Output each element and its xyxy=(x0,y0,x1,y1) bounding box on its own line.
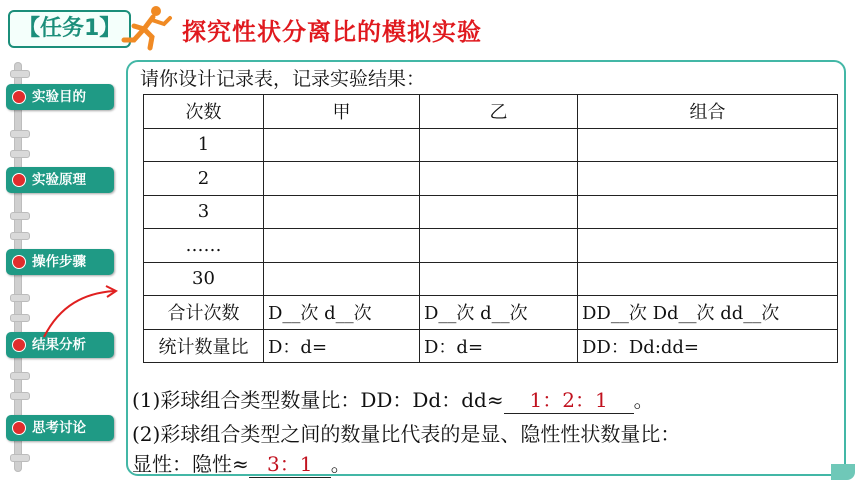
table-cell: 2 xyxy=(144,162,264,196)
table-row xyxy=(144,262,838,296)
nav-item-label: 结果分析 xyxy=(32,337,86,353)
table-row xyxy=(144,162,838,196)
table-row xyxy=(144,329,838,363)
rail-ring xyxy=(10,372,30,380)
column-header: 次数 xyxy=(144,95,264,129)
table-cell: D：d= xyxy=(264,329,420,363)
nav-item-label: 实验目的 xyxy=(32,89,86,105)
table-cell xyxy=(578,162,838,196)
column-header: 甲 xyxy=(264,95,420,129)
column-header: 组合 xyxy=(578,95,838,129)
table-row xyxy=(144,128,838,162)
table-cell: DD__次 Dd__次 dd__次 xyxy=(578,296,838,330)
answer-blank-1: 1：2：1 xyxy=(504,384,634,414)
table-cell: D__次 d__次 xyxy=(264,296,420,330)
table-cell xyxy=(420,128,578,162)
table-cell xyxy=(264,262,420,296)
bullet-icon xyxy=(12,255,26,269)
rail-ring xyxy=(10,314,30,322)
table-cell: D__次 d__次 xyxy=(420,296,578,330)
table-cell xyxy=(264,229,420,263)
answer-blank-2: 3：1 xyxy=(249,448,331,478)
table-row xyxy=(144,296,838,330)
table-cell xyxy=(578,229,838,263)
table-cell: 统计数量比 xyxy=(144,329,264,363)
page-title: 探究性状分离比的模拟实验 xyxy=(182,18,482,46)
column-header: 乙 xyxy=(420,95,578,129)
table-cell xyxy=(264,128,420,162)
table-prompt: 请你设计记录表，记录实验结果： xyxy=(140,68,426,90)
table-cell xyxy=(264,195,420,229)
table-cell: D：d= xyxy=(420,329,578,363)
rail-ring xyxy=(10,130,30,138)
bullet-icon xyxy=(12,173,26,187)
question-2-text: 显性：隐性≈ xyxy=(132,452,249,476)
table-row xyxy=(144,195,838,229)
table-cell: DD：Dd:dd= xyxy=(578,329,838,363)
table-cell: 1 xyxy=(144,128,264,162)
question-2-suffix: 。 xyxy=(330,452,351,476)
question-1-text: (1)彩球组合类型数量比：DD：Dd：dd≈ xyxy=(132,388,504,412)
question-1 xyxy=(132,384,654,414)
nav-item-label: 思考讨论 xyxy=(32,420,86,436)
question-2-line-2 xyxy=(132,448,351,478)
table-cell xyxy=(420,229,578,263)
nav-item-principle[interactable] xyxy=(6,167,114,193)
bullet-icon xyxy=(12,90,26,104)
nav-item-purpose[interactable] xyxy=(6,84,114,110)
bullet-icon xyxy=(12,338,26,352)
record-table xyxy=(143,94,838,363)
panel-corner xyxy=(831,464,855,480)
rail-ring xyxy=(10,150,30,158)
table-header-row xyxy=(144,95,838,129)
nav-item-label: 操作步骤 xyxy=(32,254,86,270)
table-row xyxy=(144,229,838,263)
table-cell: 3 xyxy=(144,195,264,229)
table-cell xyxy=(578,128,838,162)
table-cell: …… xyxy=(144,229,264,263)
rail-ring xyxy=(10,454,30,462)
rail-ring xyxy=(10,70,30,78)
running-man-icon xyxy=(120,4,174,52)
question-2: (2)彩球组合类型之间的数量比代表的是显、隐性性状数量比： xyxy=(132,422,681,446)
bullet-icon xyxy=(12,421,26,435)
pointer-arrow-icon xyxy=(30,285,122,345)
task-label: 【任务1】 xyxy=(8,10,131,48)
table-cell: 30 xyxy=(144,262,264,296)
nav-item-label: 实验原理 xyxy=(32,172,86,188)
table-cell xyxy=(420,262,578,296)
question-1-suffix: 。 xyxy=(633,388,654,412)
rail-ring xyxy=(10,212,30,220)
table-cell xyxy=(420,195,578,229)
nav-item-discussion[interactable] xyxy=(6,415,114,441)
table-cell: 合计次数 xyxy=(144,296,264,330)
rail-ring xyxy=(10,392,30,400)
rail-ring xyxy=(10,232,30,240)
table-cell xyxy=(264,162,420,196)
table-cell xyxy=(578,262,838,296)
table-cell xyxy=(578,195,838,229)
table-cell xyxy=(420,162,578,196)
rail-ring xyxy=(10,294,30,302)
nav-item-steps[interactable] xyxy=(6,249,114,275)
